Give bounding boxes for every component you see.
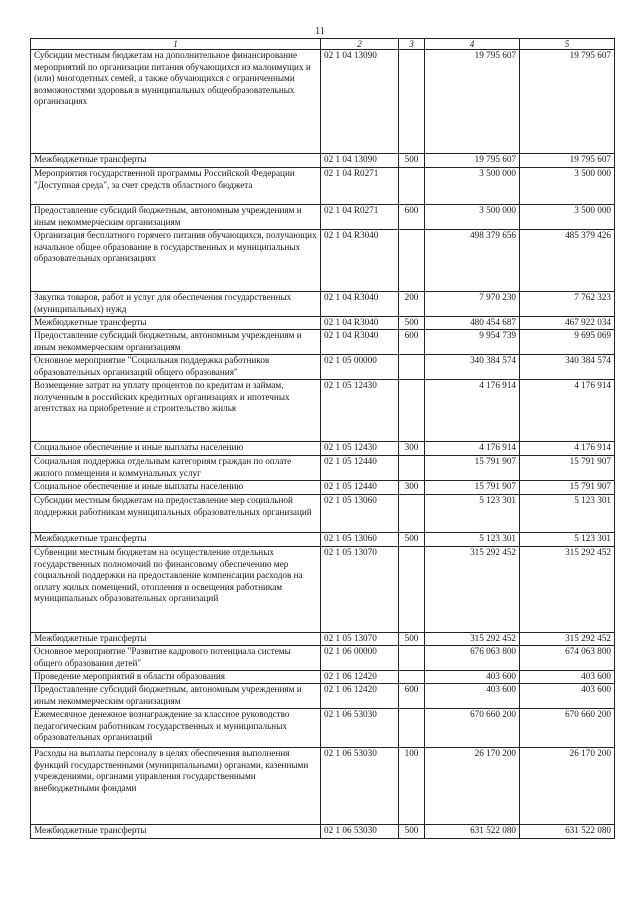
row-name: Межбюджетные трансферты	[31, 533, 321, 547]
row-expense-type: 500	[399, 533, 425, 547]
row-amount-1: 3 500 000	[425, 168, 520, 205]
row-name: Субсидии местным бюджетам на предоставление мер социальной поддержки работникам муниципальных образовательных организаций	[31, 495, 321, 533]
row-expense-type	[399, 355, 425, 380]
row-amount-1: 631 522 080	[425, 825, 520, 839]
row-amount-2: 340 384 574	[520, 355, 615, 380]
row-amount-1: 4 176 914	[425, 380, 520, 442]
row-name: Субсидии местным бюджетам на дополнительное финансирование мероприятий по организации питания обучающихся из малоимущих и (или) многодетных семей, а также обучающихся с ограниченными возможностями здоровья в муниципальных общеобразовательных организациях	[31, 50, 321, 154]
row-amount-2: 3 500 000	[520, 205, 615, 230]
row-code: 02 1 05 12440	[321, 456, 399, 481]
row-name: Субвенции местным бюджетам на осуществление отдельных государственных полномочий по финансовому обеспечению мер социальной поддержки на предоставление компенсации расходов на оплату жилых помещений, отопления и освещения работникам муниципальных образовательных организаций	[31, 547, 321, 633]
row-code: 02 1 05 13070	[321, 547, 399, 633]
table-row	[31, 709, 615, 748]
row-code: 02 1 04 R3040	[321, 317, 399, 330]
row-expense-type	[399, 168, 425, 205]
row-expense-type: 300	[399, 481, 425, 495]
row-amount-2: 315 292 452	[520, 633, 615, 646]
table-header-row	[31, 39, 615, 50]
row-amount-2: 485 379 426	[520, 230, 615, 292]
row-expense-type	[399, 495, 425, 533]
row-expense-type: 600	[399, 684, 425, 709]
row-expense-type: 600	[399, 330, 425, 355]
row-code: 02 1 05 13060	[321, 495, 399, 533]
table-row	[31, 547, 615, 633]
row-name: Расходы на выплаты персоналу в целях обеспечения выполнения функций государственными (муниципальными) органами, казенными учреждениями, органами управления государственными внебюджетными фондами	[31, 748, 321, 825]
header-col-2: 2	[321, 39, 399, 50]
row-name: Ежемесячное денежное вознаграждение за классное руководство педагогическим работникам государственных и муниципальных образовательных организаций	[31, 709, 321, 748]
table-row	[31, 633, 615, 646]
row-name: Основное мероприятие "Развитие кадрового потенциала системы общего образования детей"	[31, 646, 321, 671]
row-expense-type	[399, 547, 425, 633]
table-row	[31, 317, 615, 330]
row-expense-type	[399, 646, 425, 671]
row-amount-2: 5 123 301	[520, 533, 615, 547]
row-name: Проведение мероприятий в области образования	[31, 671, 321, 684]
table-row	[31, 330, 615, 355]
row-expense-type: 500	[399, 154, 425, 168]
row-amount-2: 4 176 914	[520, 442, 615, 456]
row-expense-type	[399, 380, 425, 442]
table-row	[31, 168, 615, 205]
row-amount-2: 19 795 607	[520, 154, 615, 168]
row-expense-type	[399, 456, 425, 481]
row-amount-2: 674 063 800	[520, 646, 615, 671]
row-amount-1: 498 379 656	[425, 230, 520, 292]
row-code: 02 1 04 R0271	[321, 168, 399, 205]
row-amount-2: 467 922 034	[520, 317, 615, 330]
table-row	[31, 533, 615, 547]
row-code: 02 1 04 R3040	[321, 292, 399, 317]
table-body	[31, 50, 615, 839]
row-code: 02 1 06 53030	[321, 709, 399, 748]
row-amount-1: 676 063 800	[425, 646, 520, 671]
row-amount-2: 5 123 301	[520, 495, 615, 533]
row-amount-1: 3 500 000	[425, 205, 520, 230]
row-name: Межбюджетные трансферты	[31, 825, 321, 839]
row-name: Предоставление субсидий бюджетным, автономным учреждениям и иным некоммерческим организациям	[31, 684, 321, 709]
row-name: Межбюджетные трансферты	[31, 317, 321, 330]
table-row	[31, 481, 615, 495]
table-row	[31, 442, 615, 456]
table-row	[31, 684, 615, 709]
budget-table	[30, 38, 615, 839]
table-row	[31, 292, 615, 317]
table-row	[31, 355, 615, 380]
row-amount-2: 403 600	[520, 671, 615, 684]
row-expense-type: 500	[399, 825, 425, 839]
row-code: 02 1 06 12420	[321, 671, 399, 684]
row-amount-1: 403 600	[425, 671, 520, 684]
row-amount-1: 26 170 200	[425, 748, 520, 825]
table-row	[31, 50, 615, 154]
table-row	[31, 748, 615, 825]
row-name: Возмещение затрат на уплату процентов по кредитам и займам, полученным в российских кредитных организациях и ипотечных агентствах на приобретение и строительство жилья	[31, 380, 321, 442]
row-amount-1: 5 123 301	[425, 495, 520, 533]
row-expense-type	[399, 50, 425, 154]
row-amount-2: 315 292 452	[520, 547, 615, 633]
row-code: 02 1 04 R3040	[321, 230, 399, 292]
row-name: Социальное обеспечение и иные выплаты населению	[31, 481, 321, 495]
row-code: 02 1 06 53030	[321, 825, 399, 839]
row-amount-2: 7 762 323	[520, 292, 615, 317]
table-row	[31, 205, 615, 230]
row-amount-1: 15 791 907	[425, 456, 520, 481]
table-row	[31, 825, 615, 839]
table-row	[31, 380, 615, 442]
row-amount-2: 26 170 200	[520, 748, 615, 825]
row-amount-1: 4 176 914	[425, 442, 520, 456]
row-amount-2: 670 660 200	[520, 709, 615, 748]
row-amount-2: 9 695 069	[520, 330, 615, 355]
table-row	[31, 671, 615, 684]
row-amount-1: 9 954 739	[425, 330, 520, 355]
row-code: 02 1 05 12430	[321, 380, 399, 442]
row-amount-2: 631 522 080	[520, 825, 615, 839]
row-code: 02 1 04 13090	[321, 50, 399, 154]
row-amount-1: 5 123 301	[425, 533, 520, 547]
row-amount-1: 315 292 452	[425, 547, 520, 633]
row-code: 02 1 06 00000	[321, 646, 399, 671]
row-code: 02 1 05 00000	[321, 355, 399, 380]
row-expense-type: 100	[399, 748, 425, 825]
row-expense-type: 500	[399, 317, 425, 330]
row-amount-1: 15 791 907	[425, 481, 520, 495]
row-name: Межбюджетные трансферты	[31, 154, 321, 168]
header-col-4: 4	[425, 39, 520, 50]
row-name: Межбюджетные трансферты	[31, 633, 321, 646]
row-amount-2: 19 795 607	[520, 50, 615, 154]
table-row	[31, 154, 615, 168]
row-name: Закупка товаров, работ и услуг для обеспечения государственных (муниципальных) нужд	[31, 292, 321, 317]
row-amount-1: 670 660 200	[425, 709, 520, 748]
row-code: 02 1 04 13090	[321, 154, 399, 168]
row-expense-type	[399, 671, 425, 684]
row-code: 02 1 04 R3040	[321, 330, 399, 355]
row-code: 02 1 05 12440	[321, 481, 399, 495]
row-code: 02 1 05 13060	[321, 533, 399, 547]
header-col-5: 5	[520, 39, 615, 50]
row-expense-type: 500	[399, 633, 425, 646]
row-code: 02 1 06 12420	[321, 684, 399, 709]
row-code: 02 1 05 12430	[321, 442, 399, 456]
row-expense-type: 300	[399, 442, 425, 456]
page-number: 11	[315, 26, 325, 37]
row-amount-2: 3 500 000	[520, 168, 615, 205]
table-row	[31, 495, 615, 533]
row-expense-type	[399, 230, 425, 292]
row-amount-2: 15 791 907	[520, 481, 615, 495]
header-col-1: 1	[31, 39, 321, 50]
row-name: Основное мероприятие "Социальная поддержка работников образовательных организаций общего образования"	[31, 355, 321, 380]
row-name: Мероприятия государственной программы Российской Федерации "Доступная среда", за счет средств областного бюджета	[31, 168, 321, 205]
row-expense-type: 200	[399, 292, 425, 317]
row-name: Предоставление субсидий бюджетным, автономным учреждениям и иным некоммерческим организациям	[31, 330, 321, 355]
row-expense-type	[399, 709, 425, 748]
row-code: 02 1 06 53030	[321, 748, 399, 825]
table-row	[31, 646, 615, 671]
row-name: Предоставление субсидий бюджетным, автономным учреждениям и иным некоммерческим организациям	[31, 205, 321, 230]
row-amount-1: 340 384 574	[425, 355, 520, 380]
table-row	[31, 456, 615, 481]
row-name: Социальное обеспечение и иные выплаты населению	[31, 442, 321, 456]
row-amount-2: 4 176 914	[520, 380, 615, 442]
row-amount-1: 19 795 607	[425, 154, 520, 168]
row-code: 02 1 04 R0271	[321, 205, 399, 230]
row-amount-2: 15 791 907	[520, 456, 615, 481]
row-name: Социальная поддержка отдельным категориям граждан по оплате жилого помещения и коммунальных услуг	[31, 456, 321, 481]
row-amount-1: 480 454 687	[425, 317, 520, 330]
row-amount-1: 19 795 607	[425, 50, 520, 154]
row-name: Организация бесплатного горячего питания обучающихся, получающих начальное общее образование в государственных и муниципальных образовательных организациях	[31, 230, 321, 292]
row-amount-1: 403 600	[425, 684, 520, 709]
row-amount-1: 315 292 452	[425, 633, 520, 646]
row-amount-2: 403 600	[520, 684, 615, 709]
header-col-3: 3	[399, 39, 425, 50]
row-expense-type: 600	[399, 205, 425, 230]
row-code: 02 1 05 13070	[321, 633, 399, 646]
row-amount-1: 7 970 230	[425, 292, 520, 317]
table-row	[31, 230, 615, 292]
